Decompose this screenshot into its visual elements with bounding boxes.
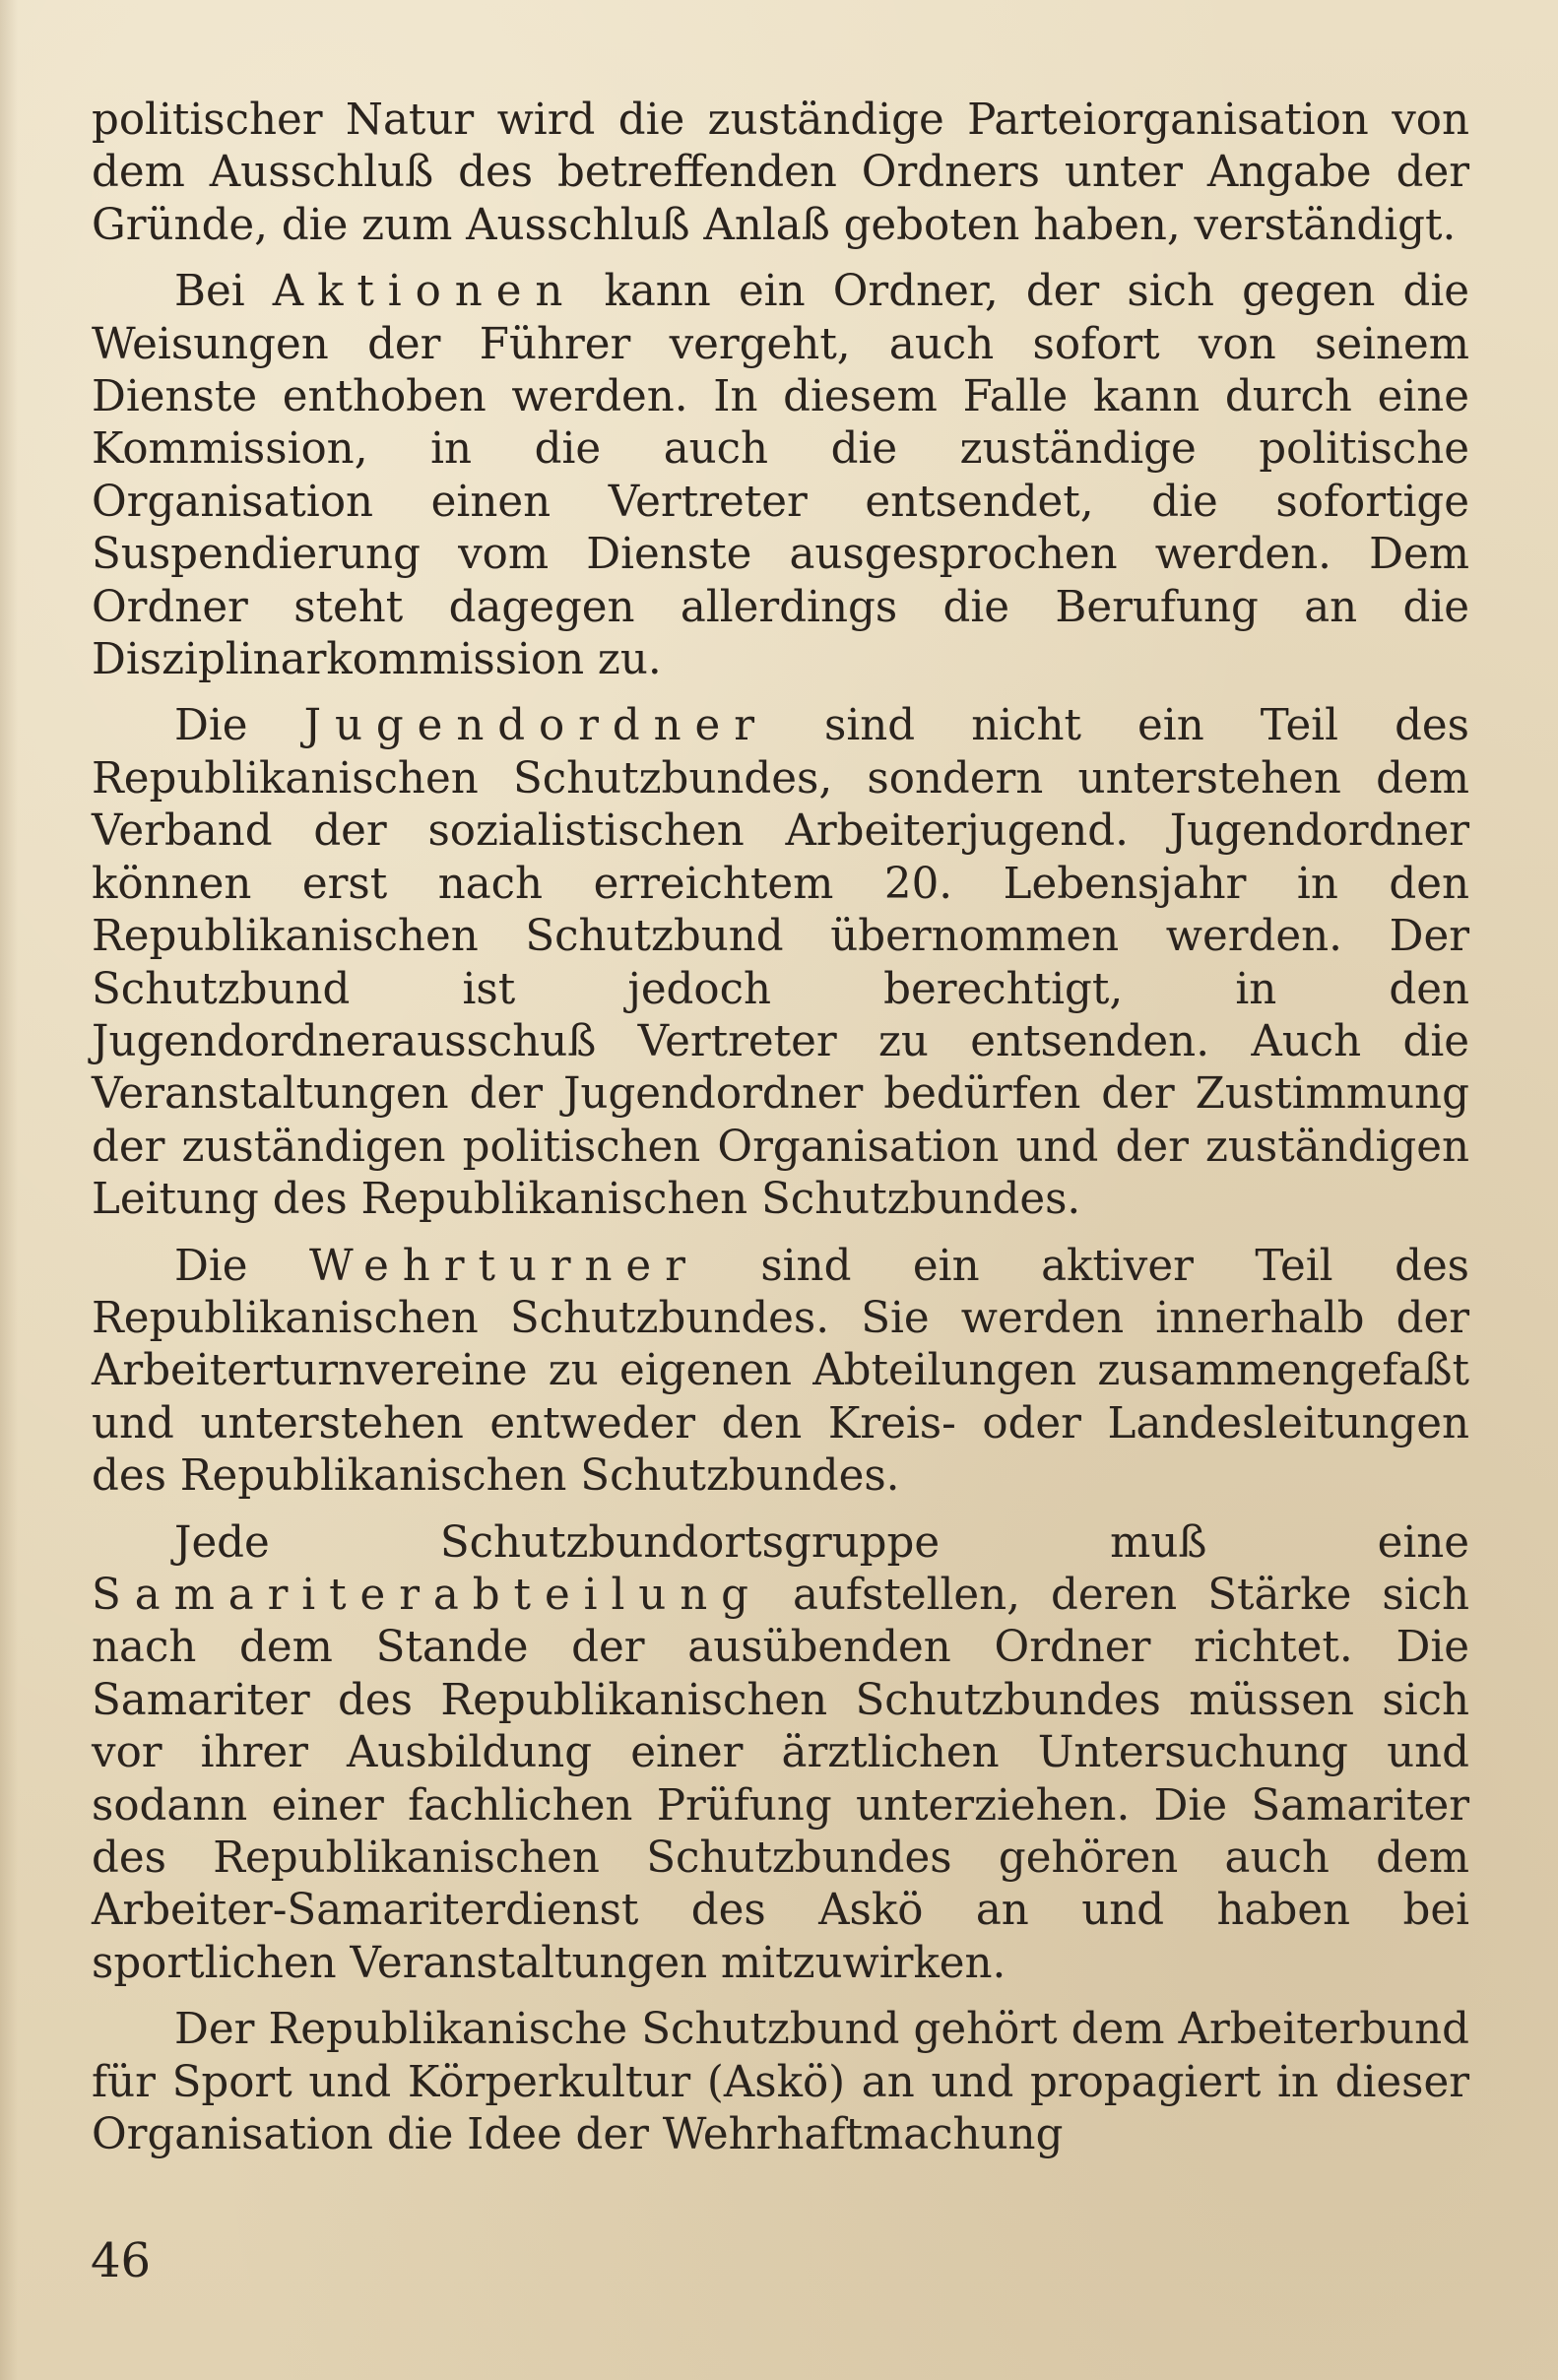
paragraph-aktionen [92,266,1469,686]
paragraph-text: Jede Schutzbundortsgruppe muß eine [174,1517,1469,1568]
paragraph-jugendordner [92,700,1469,1226]
emphasized-term: Samariterabteilung [92,1570,762,1620]
paragraph-text: politischer Natur wird die zuständige Parteiorganisation von dem Ausschluß des betreffenden Ordners unter Angabe der Gründe, die zum Ausschluß Anlaß geboten haben, verständigt. [92,96,1469,250]
paragraph-text: Bei [174,267,273,317]
paragraph-text: sind ein aktiver Teil des Republikanischen Schutzbundes. Sie werden innerhalb der Arbeiterturnvereine zu eigenen Abteilungen zusammengefaßt und unterstehen entweder den Kreis- oder Landesleitungen des Republikanischen Schutzbundes. [92,1241,1470,1502]
paragraph-text: sind nicht ein Teil des Republikanischen Schutzbundes, sondern unterstehen dem Verband der sozialistischen Arbeiterjugend. Jugendordner können erst nach erreichtem 20. Lebensjahr in den Republikanischen Schutzbund übernommen werden. Der Schutzbund ist jedoch berechtigt, in den Jugendordnerausschuß Vertreter zu entsenden. Auch die Veranstaltungen der Jugendordner bedürfen der Zustimmung der zuständigen politischen Organisation und der zuständigen Leitung des Republikanischen Schutzbundes. [92,701,1469,1225]
paragraph-askoe [92,2004,1469,2161]
paragraph-samariter [92,1517,1469,1991]
paragraph-wehrturner [92,1241,1469,1504]
emphasized-term: Jugendordner [303,701,768,751]
paragraph-text: aufstellen, deren Stärke sich nach dem Stande der ausübenden Ordner richtet. Die Samariter des Republikanischen Schutzbundes müssen sich vor ihrer Ausbildung einer ärztlichen Untersuchung und sodann einer fachlichen Prüfung unterziehen. Die Samariter des Republikanischen Schutzbundes gehören auch dem Arbeiter-Samariterdienst des Askö an und haben bei sportlichen Veranstaltungen mitzuwirken. [92,1570,1469,1988]
body-text [92,95,1469,2161]
emphasized-term: Aktionen [272,267,577,317]
paragraph-continuation [92,95,1469,252]
paragraph-text: Der Republikanische Schutzbund gehört dem Arbeiterbund für Sport und Körperkultur (Askö) an und propagiert in dieser Organisation die Idee der Wehrhaftmachung [92,2005,1469,2160]
paragraph-text: Die [174,1241,310,1291]
emphasized-term: Wehrturner [309,1241,699,1291]
page-number: 46 [91,2233,152,2288]
paragraph-text: kann ein Ordner, der sich gegen die Weisungen der Führer vergeht, auch sofort von seinem Dienste enthoben werden. In diesem Falle kann durch eine Kommission, in die auch die zuständige politische Organisation einen Vertreter entsendet, die sofortige Suspendierung vom Dienste ausgesprochen werden. Dem Ordner steht dagegen allerdings die Berufung an die Disziplinarkommission zu. [92,267,1470,685]
paragraph-text: Die [174,701,304,751]
